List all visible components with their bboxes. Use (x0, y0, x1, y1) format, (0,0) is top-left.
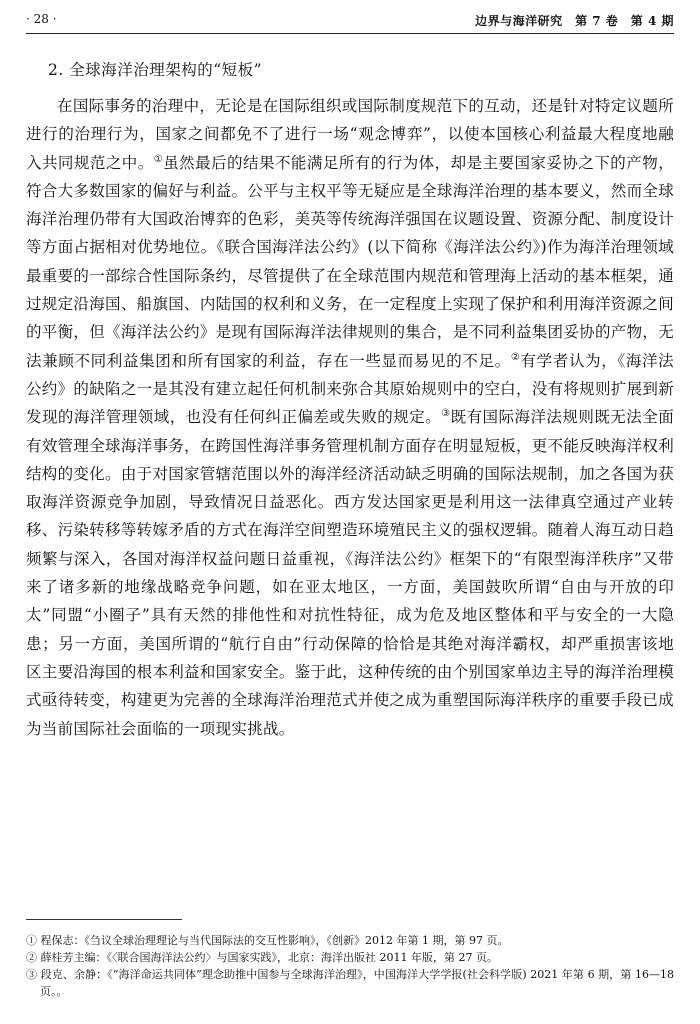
footnote-ref-3[interactable]: ③ (441, 408, 451, 420)
footnote-mark: ③ (26, 968, 38, 981)
footnote-1 (26, 932, 674, 949)
section-title: 2. 全球海洋治理架构的“短板” (48, 61, 263, 79)
header-rule (26, 33, 674, 34)
page-number: · 28 · (26, 12, 57, 26)
footnote-ref-1[interactable]: ① (153, 153, 164, 165)
footnote-text: 段克、余静：《“海洋命运共同体”理念助推中国参与全球海洋治理》，中国海洋大学学报(社会科学版) 2021 年第 6 期，第 16—18 页。。 (40, 968, 675, 998)
footnote-2 (26, 949, 674, 966)
footnote-text: 薛桂芳主编：《〈联合国海洋法公约〉与国家实践》，北京：海洋出版社 2011 年版，第 27 页。 (40, 951, 498, 964)
footnote-text: 程保志：《刍议全球治理理论与当代国际法的交互性影响》，《创新》2012 年第 1 期，第 97 页。 (40, 934, 509, 947)
footnote-3 (26, 966, 674, 1000)
body-text-2: 虽然最后的结果不能满足所有的行为体，却是主要国家妥协之下的产物，符合大多数国家的偏好与利益。公平与主权平等无疑应是全球海洋治理的基本要义，然而全球海洋治理仍带有大国政治博弈的色彩，美英等传统海洋强国在议题设置、资源分配、制度设计等方面占据相对优势地位。《联合国海洋法公约》(以下简称《海洋法公约》)作为海洋治理领域最重要的一部综合性国际条约，尽管提供了在全球范围内规范和管理海上活动的基本框架，通过规定沿海国、船旗国、内陆国的权利和义务，在一定程度上实现了保护和利用海洋资源之间的平衡，但《海洋法公约》是现有国际海洋法律规则的集合，是不同利益集团妥协的产物，无法兼顾不同利益集团和所有国家的利益，存在一些显而易见的不足。 (26, 153, 674, 370)
body-paragraph (26, 92, 674, 743)
journal-title: 边界与海洋研究 第 7 卷 第 4 期 (475, 14, 674, 28)
page-header (26, 10, 674, 30)
body-text-3: 有学者认为，《海洋法公约》的缺陷之一是其没有建立起任何机制来弥合其原始规则中的空白，没有将规则扩展到新发现的海洋管理领域，也没有任何纠正偏差或失败的规定。 (26, 351, 674, 427)
footnote-divider (26, 919, 182, 920)
footnote-ref-2[interactable]: ② (510, 351, 521, 363)
footnote-mark: ② (26, 951, 37, 964)
footnote-mark: ① (26, 934, 37, 947)
footnotes (26, 932, 674, 1000)
body-text-1: 在国际事务的治理中，无论是在国际组织或国际制度规范下的互动，还是针对特定议题所进行的治理行为，国家之间都免不了进行一场“观念博弈”，以使本国核心利益最大程度地融入共同规范之中。 (26, 97, 674, 172)
body-text-4: 既有国际海洋法规则既无法全面有效管理全球海洋事务，在跨国性海洋事务管理机制方面存在明显短板，更不能反映海洋权利结构的变化。由于对国家管辖范围以外的海洋经济活动缺乏明确的国际法规制，加之各国为获取海洋资源竞争加剧，导致情况日益恶化。西方发达国家更是利用这一法律真空通过产业转移、污染转移等转嫁矛盾的方式在海洋空间塑造环境殖民主义的强权逻辑。随着人海互动日趋频繁与深入，各国对海洋权益问题日益重视，《海洋法公约》框架下的“有限型海洋秩序”又带来了诸多新的地缘战略竞争问题，如在亚太地区，一方面，美国鼓吹所谓“自由与开放的印太”同盟“小圈子”具有天然的排他性和对抗性特征，成为危及地区整体和平与安全的一大隐患；另一方面，美国所谓的“航行自由”行动保障的恰恰是其绝对海洋霸权，却严重损害该地区主要沿海国的根本利益和国家安全。鉴于此，这种传统的由个别国家单边主导的海洋治理模式亟待转变，构建更为完善的全球海洋治理范式并使之成为重塑国际海洋秩序的重要手段已成为当前国际社会面临的一项现实挑战。 (26, 408, 674, 738)
